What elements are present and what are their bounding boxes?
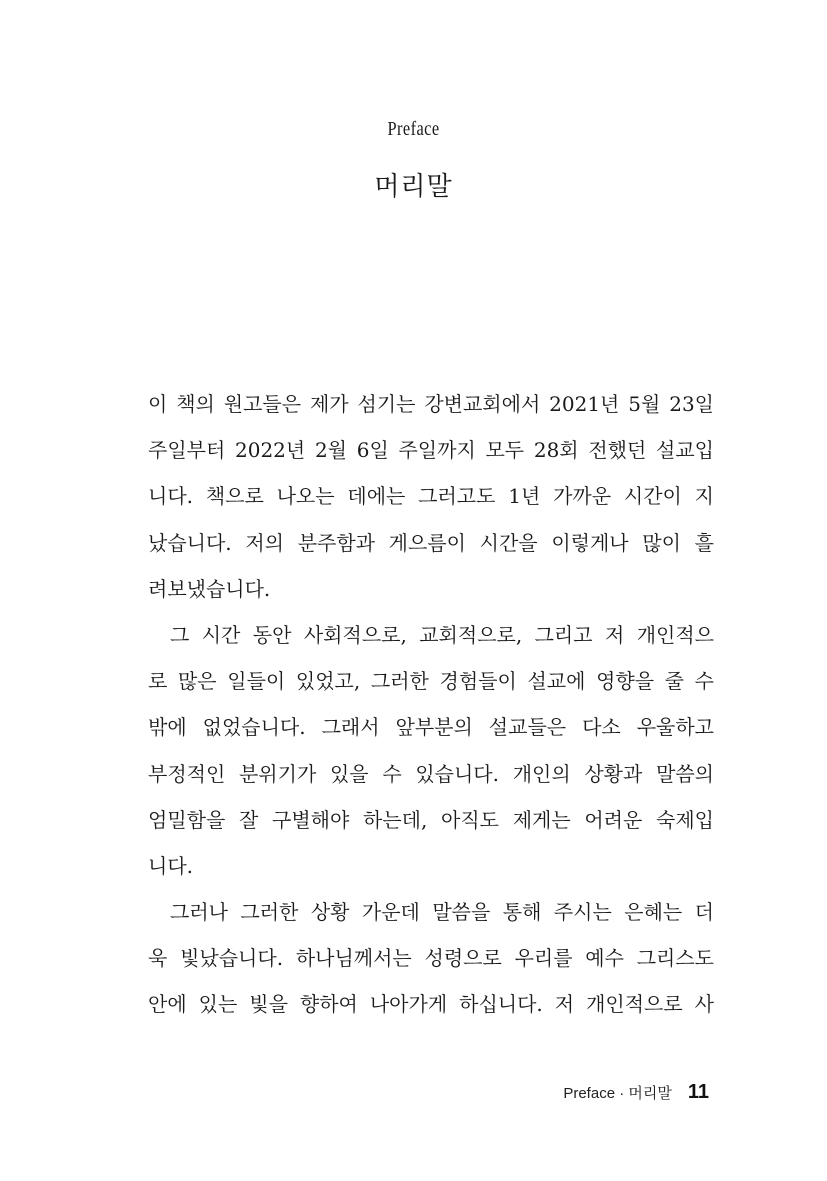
text-line: 주일부터 2022년 2월 6일 주일까지 모두 28회 전했던 설교입	[148, 438, 714, 463]
text-line: 안에 있는 빛을 향하여 나아가게 하십니다. 저 개인적으로 사	[148, 992, 714, 1017]
body-text	[148, 381, 714, 1028]
text-line: 욱 빛났습니다. 하나님께서는 성령으로 우리를 예수 그리스도	[148, 946, 714, 971]
page-footer	[563, 1077, 709, 1107]
text-line: 니다.	[148, 853, 193, 878]
text-line: 밖에 없었습니다. 그래서 앞부분의 설교들은 다소 우울하고	[148, 715, 714, 740]
text-line: 로 많은 일들이 있었고, 그러한 경험들이 설교에 영향을 줄 수	[148, 669, 714, 694]
text-line: 려보냈습니다.	[148, 576, 271, 601]
running-footer-label: Preface · 머리말	[563, 1084, 672, 1102]
text-line: 부정적인 분위기가 있을 수 있습니다. 개인의 상황과 말씀의	[148, 761, 714, 786]
chapter-title-english: Preface	[387, 118, 440, 140]
text-line: 그 시간 동안 사회적으로, 교회적으로, 그리고 저 개인적으	[170, 622, 714, 647]
page-number: 11	[687, 1080, 709, 1103]
chapter-title-korean: 머리말	[374, 172, 453, 202]
text-line: 났습니다. 저의 분주함과 게으름이 시간을 이렇게나 많이 흘	[148, 530, 714, 555]
text-line: 그러나 그러한 상황 가운데 말씀을 통해 주시는 은혜는 더	[170, 900, 714, 925]
text-line: 니다. 책으로 나오는 데에는 그러고도 1년 가까운 시간이 지	[148, 484, 714, 509]
text-line: 엄밀함을 잘 구별해야 하는데, 아직도 제게는 어려운 숙제입	[148, 807, 714, 832]
text-line: 이 책의 원고들은 제가 섬기는 강변교회에서 2021년 5월 23일	[148, 392, 714, 416]
